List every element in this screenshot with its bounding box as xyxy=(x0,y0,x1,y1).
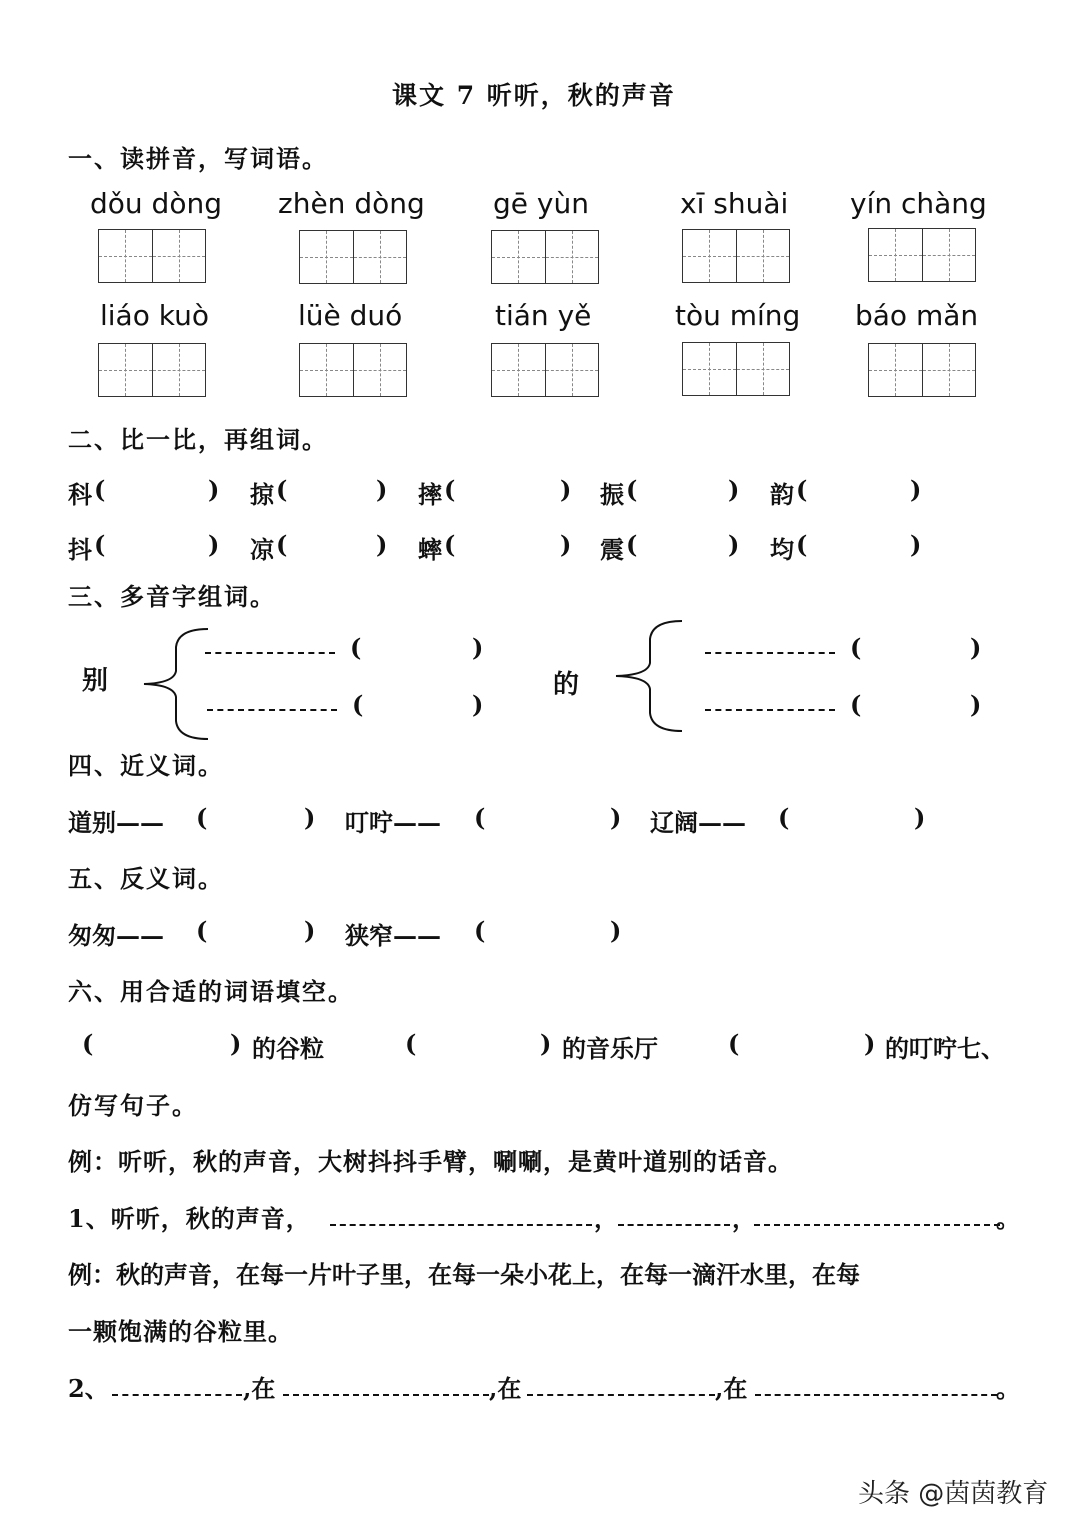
antonym-word: 匆匆—— xyxy=(68,921,164,950)
left-paren: ( xyxy=(778,803,790,832)
left-paren: ( xyxy=(728,1029,740,1058)
right-paren: ) xyxy=(304,803,316,832)
polyphone-char: 的 xyxy=(553,670,580,700)
right-paren: ) xyxy=(472,633,484,662)
answer-blank[interactable] xyxy=(755,1394,997,1396)
synonym-word: 辽阔—— xyxy=(650,808,746,837)
left-paren: ( xyxy=(474,916,486,945)
compare-char: 均 xyxy=(770,535,794,564)
pinyin: yín chàng xyxy=(850,187,987,220)
question-prefix: 1、听听，秋的声音， xyxy=(68,1204,311,1233)
left-paren: ( xyxy=(405,1029,417,1058)
left-paren: ( xyxy=(850,690,862,719)
answer-blank[interactable] xyxy=(207,709,337,711)
polyphone-char: 别 xyxy=(82,666,109,696)
left-paren: ( xyxy=(444,475,456,504)
left-paren: ( xyxy=(94,475,106,504)
separator: ,在 xyxy=(243,1374,276,1403)
writing-grid[interactable] xyxy=(682,342,790,396)
left-paren: ( xyxy=(796,475,808,504)
section2-heading: 二、比一比，再组词。 xyxy=(68,425,328,454)
right-paren: ) xyxy=(208,530,220,559)
answer-blank[interactable] xyxy=(618,1224,730,1226)
answer-blank[interactable] xyxy=(112,1394,242,1396)
right-paren: ) xyxy=(560,475,572,504)
watermark: 头条 @茵茵教育 xyxy=(858,1479,1049,1509)
compare-char: 震 xyxy=(600,535,624,564)
section4-heading: 四、近义词。 xyxy=(68,751,224,780)
brace-icon xyxy=(140,625,210,743)
right-paren: ) xyxy=(910,530,922,559)
fill-phrase: 的谷粒 xyxy=(252,1034,324,1063)
synonym-word: 叮咛—— xyxy=(345,808,441,837)
left-paren: ( xyxy=(196,803,208,832)
left-paren: ( xyxy=(350,633,362,662)
left-paren: ( xyxy=(352,690,364,719)
fill-phrase: 的叮咛七、 xyxy=(885,1034,1005,1063)
right-paren: ) xyxy=(728,475,740,504)
writing-grid[interactable] xyxy=(299,230,407,284)
pinyin: tián yě xyxy=(495,299,592,332)
compare-char: 科 xyxy=(68,480,92,509)
right-paren: ) xyxy=(560,530,572,559)
answer-blank[interactable] xyxy=(205,652,335,654)
separator: ， xyxy=(732,1204,756,1233)
fill-phrase: 的音乐厅 xyxy=(562,1034,658,1063)
section3-heading: 三、多音字组词。 xyxy=(68,582,276,611)
compare-char: 掠 xyxy=(250,480,274,509)
right-paren: ) xyxy=(610,916,622,945)
synonym-word: 道别—— xyxy=(68,808,164,837)
left-paren: ( xyxy=(196,916,208,945)
right-paren: ) xyxy=(304,916,316,945)
writing-grid[interactable] xyxy=(98,229,206,283)
compare-char: 抖 xyxy=(68,535,92,564)
left-paren: ( xyxy=(276,475,288,504)
question-prefix: 2、 xyxy=(68,1374,109,1403)
example-sentence: 一颗饱满的谷粒里。 xyxy=(68,1317,293,1346)
pinyin: xī shuài xyxy=(680,187,789,220)
pinyin: zhèn dòng xyxy=(278,187,425,220)
pinyin: lüè duó xyxy=(298,299,403,332)
right-paren: ) xyxy=(376,530,388,559)
answer-blank[interactable] xyxy=(527,1394,715,1396)
brace-icon xyxy=(612,617,684,735)
separator: ,在 xyxy=(715,1374,748,1403)
left-paren: ( xyxy=(796,530,808,559)
left-paren: ( xyxy=(82,1029,94,1058)
answer-blank[interactable] xyxy=(283,1394,489,1396)
right-paren: ) xyxy=(230,1029,242,1058)
answer-blank[interactable] xyxy=(330,1224,592,1226)
compare-char: 振 xyxy=(600,480,624,509)
page-title: 课文 7 听听，秋的声音 xyxy=(392,81,676,110)
writing-grid[interactable] xyxy=(868,343,976,397)
pinyin: liáo kuò xyxy=(100,299,209,332)
right-paren: ) xyxy=(376,475,388,504)
separator: 。 xyxy=(996,1204,1020,1233)
right-paren: ) xyxy=(910,475,922,504)
writing-grid[interactable] xyxy=(299,343,407,397)
right-paren: ) xyxy=(970,633,982,662)
example-sentence: 例：听听，秋的声音，大树抖抖手臂，唰唰，是黄叶道别的话音。 xyxy=(68,1147,793,1176)
compare-char: 韵 xyxy=(770,480,794,509)
left-paren: ( xyxy=(94,530,106,559)
compare-char: 摔 xyxy=(418,480,442,509)
right-paren: ) xyxy=(540,1029,552,1058)
separator: ,在 xyxy=(489,1374,522,1403)
right-paren: ) xyxy=(864,1029,876,1058)
compare-char: 凉 xyxy=(250,535,274,564)
example-sentence: 例：秋的声音，在每一片叶子里，在每一朵小花上，在每一滴汗水里，在每 xyxy=(68,1260,860,1289)
left-paren: ( xyxy=(626,475,638,504)
left-paren: ( xyxy=(474,803,486,832)
right-paren: ) xyxy=(914,803,926,832)
right-paren: ) xyxy=(208,475,220,504)
right-paren: ) xyxy=(472,690,484,719)
answer-blank[interactable] xyxy=(754,1224,1000,1226)
writing-grid[interactable] xyxy=(868,228,976,282)
separator: ， xyxy=(594,1204,618,1233)
pinyin: gē yùn xyxy=(493,187,589,220)
right-paren: ) xyxy=(728,530,740,559)
writing-grid[interactable] xyxy=(491,230,599,284)
pinyin: tòu míng xyxy=(675,299,801,332)
left-paren: ( xyxy=(850,633,862,662)
section1-heading: 一、读拼音，写词语。 xyxy=(68,144,328,173)
right-paren: ) xyxy=(610,803,622,832)
left-paren: ( xyxy=(444,530,456,559)
section6-heading: 六、用合适的词语填空。 xyxy=(68,977,354,1006)
compare-char: 蟀 xyxy=(418,535,442,564)
pinyin: báo mǎn xyxy=(855,299,979,332)
section5-heading: 五、反义词。 xyxy=(68,864,224,893)
writing-grid[interactable] xyxy=(682,229,790,283)
left-paren: ( xyxy=(276,530,288,559)
answer-blank[interactable] xyxy=(705,652,835,654)
section7-heading: 仿写句子。 xyxy=(68,1091,198,1120)
separator: 。 xyxy=(996,1374,1020,1403)
writing-grid[interactable] xyxy=(491,343,599,397)
antonym-word: 狭窄—— xyxy=(345,921,441,950)
answer-blank[interactable] xyxy=(705,709,835,711)
writing-grid[interactable] xyxy=(98,343,206,397)
left-paren: ( xyxy=(626,530,638,559)
right-paren: ) xyxy=(970,690,982,719)
pinyin: dǒu dòng xyxy=(90,187,222,220)
